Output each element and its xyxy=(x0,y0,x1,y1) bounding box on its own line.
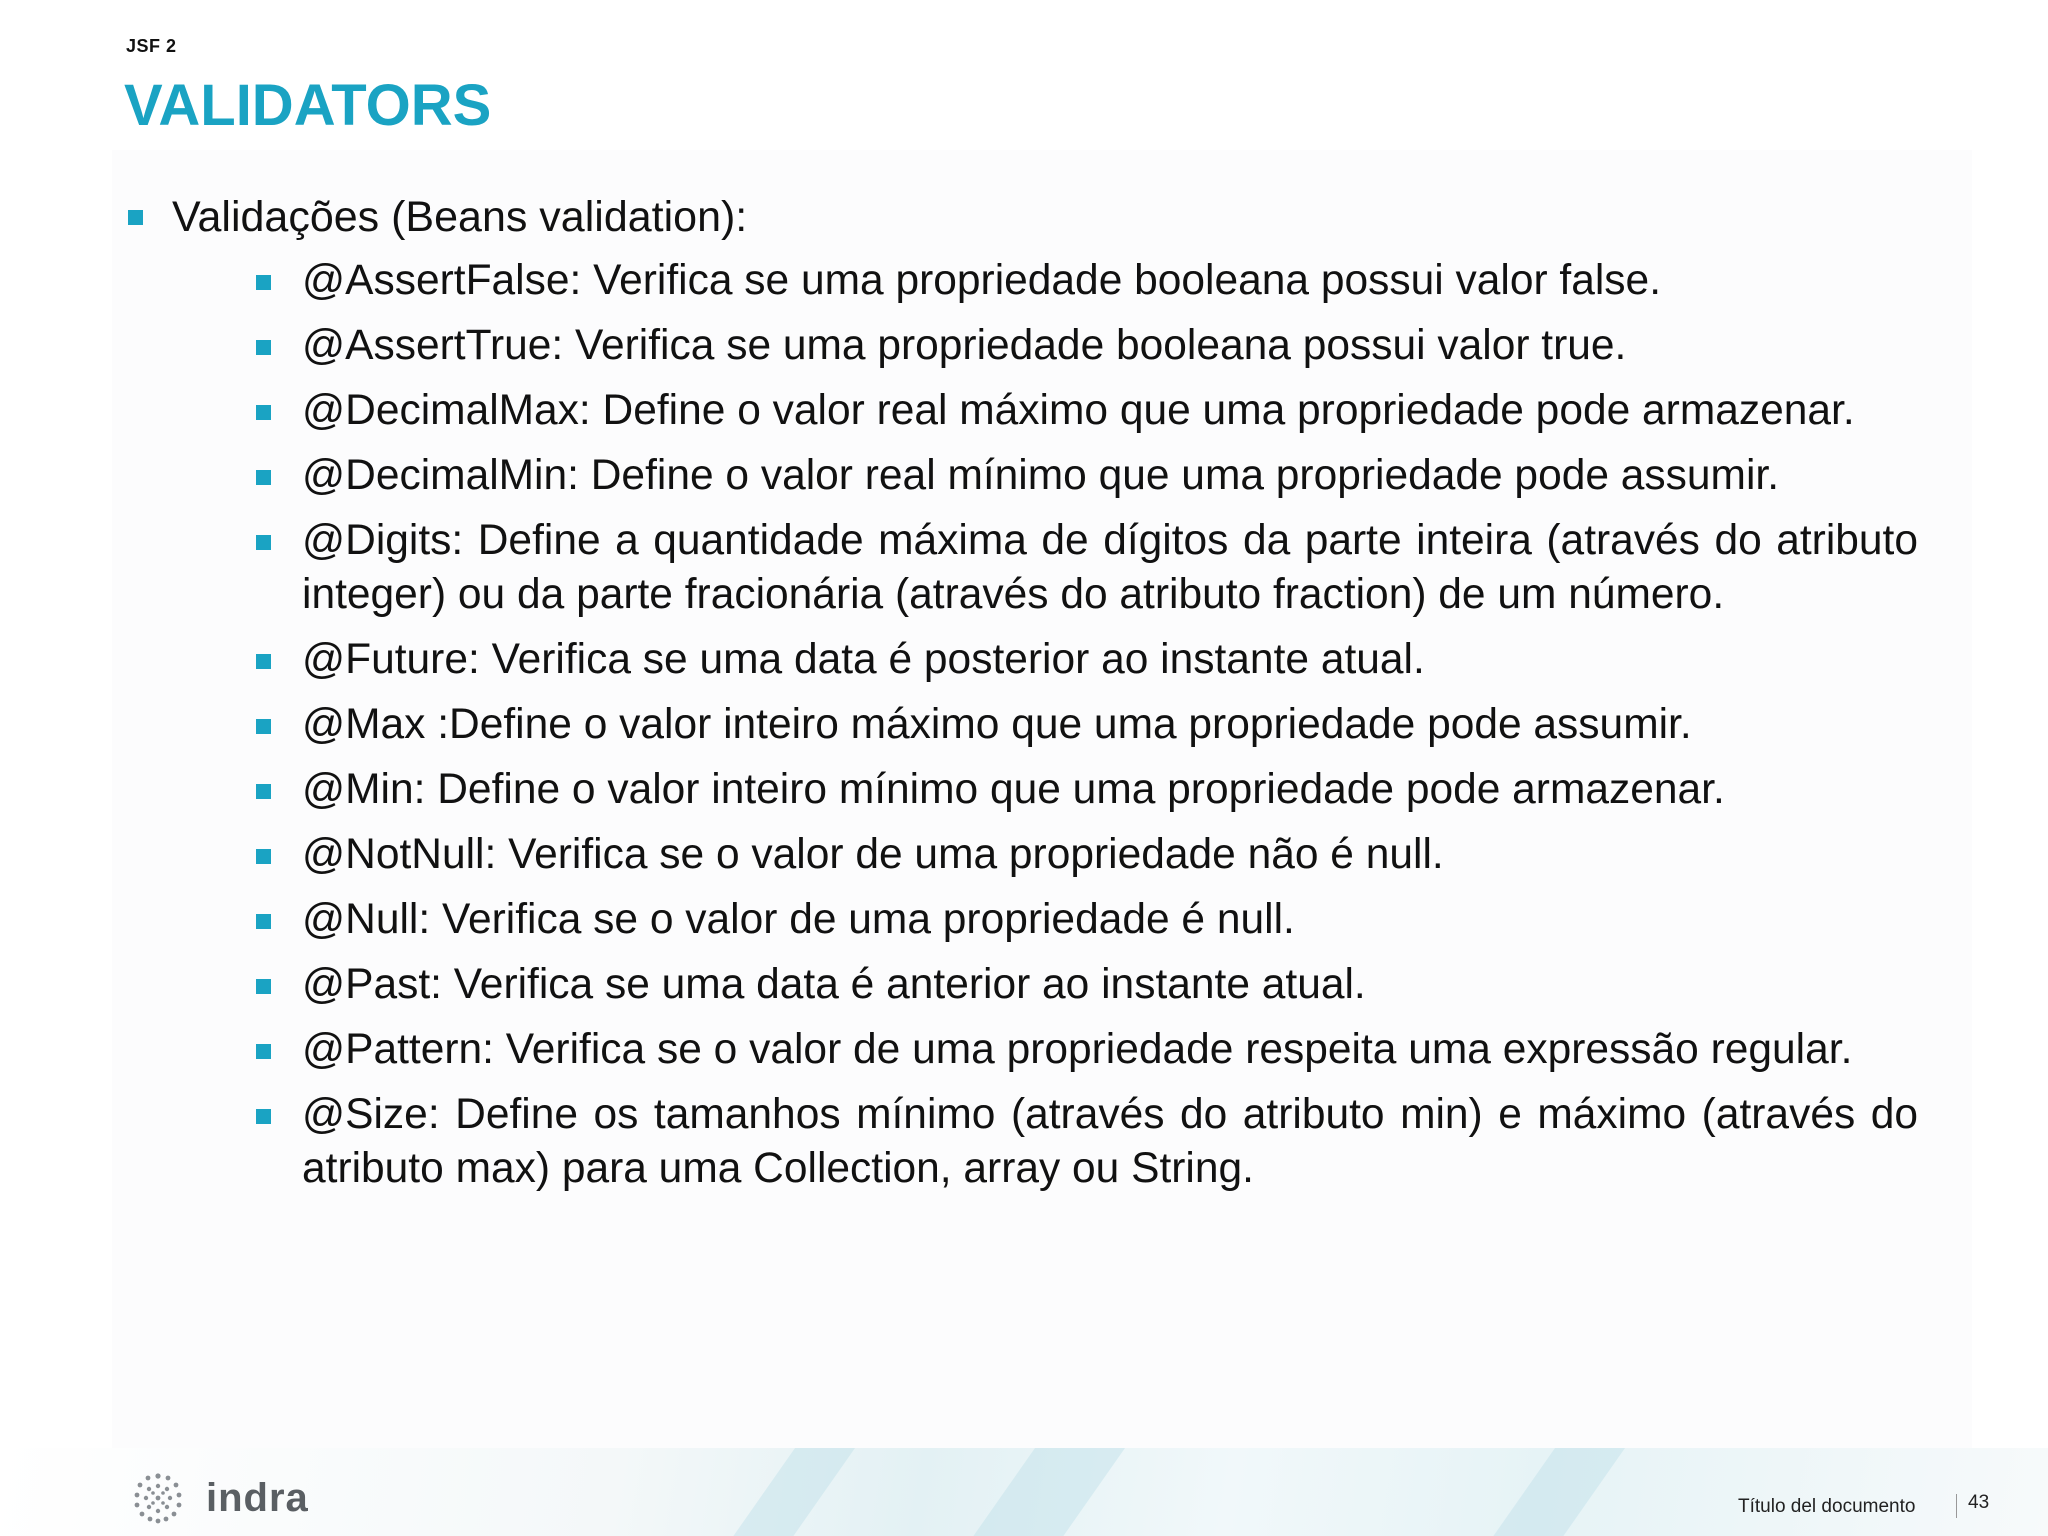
validator-text: @Size: Define os tamanhos mínimo (através do atributo min) e máximo (através do atributo max) para uma Collection, array ou String. xyxy=(302,1091,1918,1192)
validator-item xyxy=(256,449,1918,503)
main-bullet-text: Validações (Beans validation): xyxy=(172,193,748,241)
validator-item xyxy=(256,763,1918,817)
square-bullet-icon xyxy=(256,275,271,290)
validator-text: @Null: Verifica se o valor de uma propriedade é null. xyxy=(302,896,1295,943)
validator-item xyxy=(256,633,1918,687)
validator-list xyxy=(256,254,1918,1196)
validator-text: @Past: Verifica se uma data é anterior ao instante atual. xyxy=(302,961,1366,1008)
square-bullet-icon xyxy=(256,470,271,485)
validator-text: @AssertTrue: Verifica se uma propriedade booleana possui valor true. xyxy=(302,322,1627,369)
validator-text: @DecimalMax: Define o valor real máximo que uma propriedade pode armazenar. xyxy=(302,387,1855,434)
footer-decoration xyxy=(711,1448,869,1536)
validator-item xyxy=(256,828,1918,882)
footer-divider xyxy=(1956,1494,1957,1518)
validator-text: @DecimalMin: Define o valor real mínimo que uma propriedade pode assumir. xyxy=(302,452,1780,499)
slide-title: VALIDATORS xyxy=(124,73,492,138)
footer xyxy=(0,1448,2048,1536)
square-bullet-icon xyxy=(128,210,143,225)
page-number: 43 xyxy=(1968,1492,1990,1513)
square-bullet-icon xyxy=(256,914,271,929)
main-bullet-item xyxy=(126,190,1976,1196)
validator-text: @NotNull: Verifica se o valor de uma propriedade não é null. xyxy=(302,831,1444,878)
square-bullet-icon xyxy=(256,340,271,355)
validator-text: @Max :Define o valor inteiro máximo que uma propriedade pode assumir. xyxy=(302,701,1692,748)
section-label: JSF 2 xyxy=(126,36,177,56)
validator-item xyxy=(256,1023,1918,1077)
validator-item xyxy=(256,958,1918,1012)
square-bullet-icon xyxy=(256,654,271,669)
validator-text: @Future: Verifica se uma data é posterior ao instante atual. xyxy=(302,636,1425,683)
validator-item xyxy=(256,254,1918,308)
indra-logo xyxy=(128,1468,309,1528)
validator-text: @Min: Define o valor inteiro mínimo que uma propriedade pode armazenar. xyxy=(302,766,1725,813)
square-bullet-icon xyxy=(256,784,271,799)
indra-logo-icon xyxy=(128,1468,188,1528)
validator-item xyxy=(256,1088,1918,1196)
footer-document-title: Título del documento xyxy=(1738,1496,1916,1517)
validator-item xyxy=(256,514,1918,622)
square-bullet-icon xyxy=(256,719,271,734)
square-bullet-icon xyxy=(256,405,271,420)
validator-item xyxy=(256,698,1918,752)
validator-text: @Digits: Define a quantidade máxima de dígitos da parte inteira (através do atributo integer) ou da parte fracionária (através do atributo fraction) de um número. xyxy=(302,517,1918,618)
square-bullet-icon xyxy=(256,1044,271,1059)
validator-text: @AssertFalse: Verifica se uma propriedade booleana possui valor false. xyxy=(302,257,1662,304)
square-bullet-icon xyxy=(256,979,271,994)
bullet-list xyxy=(126,190,1976,1207)
square-bullet-icon xyxy=(256,535,271,550)
validator-item xyxy=(256,319,1918,373)
validator-text: @Pattern: Verifica se o valor de uma propriedade respeita uma expressão regular. xyxy=(302,1026,1853,1073)
validator-item xyxy=(256,384,1918,438)
footer-decoration xyxy=(951,1448,1139,1536)
footer-decoration xyxy=(1471,1448,1639,1536)
validator-item xyxy=(256,893,1918,947)
square-bullet-icon xyxy=(256,1109,271,1124)
logo-text: indra xyxy=(206,1475,309,1520)
square-bullet-icon xyxy=(256,849,271,864)
